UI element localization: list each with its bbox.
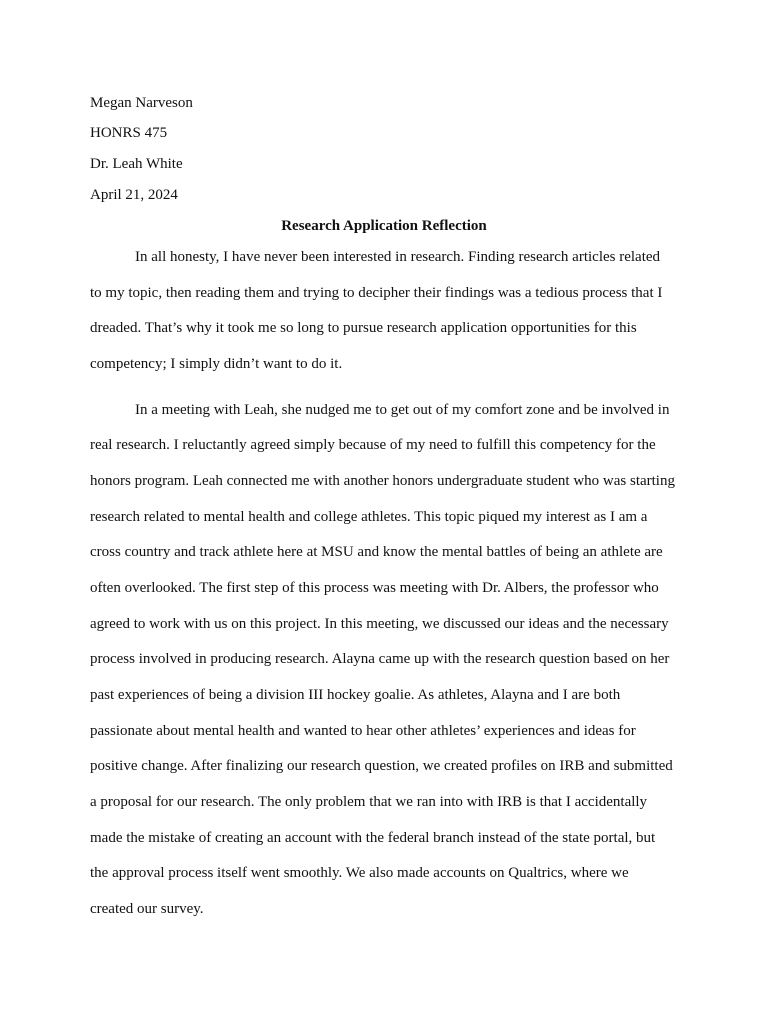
paragraph-2-line-3: honors program. Leah connected me with another honors undergraduate student who was starting xyxy=(90,473,675,489)
paragraph-2-line-9: past experiences of being a division III hockey goalie. As athletes, Alayna and I are both xyxy=(90,687,621,703)
paragraph-2-line-5: cross country and track athlete here at MSU and know the mental battles of being an athlete are xyxy=(90,544,663,560)
paragraph-2-line-12: a proposal for our research. The only problem that we ran into with IRB is that I accidentally xyxy=(90,794,648,810)
paragraph-2-line-15: created our survey. xyxy=(90,901,204,917)
paragraph-2-line-1: In a meeting with Leah, she nudged me to get out of my comfort zone and be involved in xyxy=(135,402,670,418)
paragraph-2-line-6: often overlooked. The first step of this process was meeting with Dr. Albers, the professor who xyxy=(90,580,659,596)
document-title: Research Application Reflection xyxy=(281,218,487,234)
paragraph-2-line-10: passionate about mental health and wanted to hear other athletes’ experiences and ideas for xyxy=(90,723,636,739)
course-code: HONRS 475 xyxy=(90,125,168,141)
instructor-name: Dr. Leah White xyxy=(90,156,183,172)
paragraph-2-line-8: process involved in producing research. Alayna came up with the research question based on her xyxy=(90,651,670,667)
paragraph-1-line-4: competency; I simply didn’t want to do it. xyxy=(90,356,343,372)
paragraph-2-line-2: real research. I reluctantly agreed simply because of my need to fulfill this competency for the xyxy=(90,437,656,453)
paragraph-2-line-11: positive change. After finalizing our research question, we created profiles on IRB and submitted xyxy=(90,758,673,774)
author-name: Megan Narveson xyxy=(90,95,193,111)
paragraph-2-line-4: research related to mental health and college athletes. This topic piqued my interest as I am a xyxy=(90,509,648,525)
paragraph-1-line-1: In all honesty, I have never been interested in research. Finding research articles related xyxy=(135,249,661,265)
document-date: April 21, 2024 xyxy=(90,187,178,203)
paragraph-1-line-3: dreaded. That’s why it took me so long to pursue research application opportunities for this xyxy=(90,320,637,336)
paragraph-2-line-14: the approval process itself went smoothly. We also made accounts on Qualtrics, where we xyxy=(90,865,629,881)
paragraph-2-line-13: made the mistake of creating an account with the federal branch instead of the state portal, but xyxy=(90,830,656,846)
paragraph-2-line-7: agreed to work with us on this project. In this meeting, we discussed our ideas and the necessary xyxy=(90,616,669,632)
paragraph-1-line-2: to my topic, then reading them and trying to decipher their findings was a tedious process that I xyxy=(90,285,663,301)
